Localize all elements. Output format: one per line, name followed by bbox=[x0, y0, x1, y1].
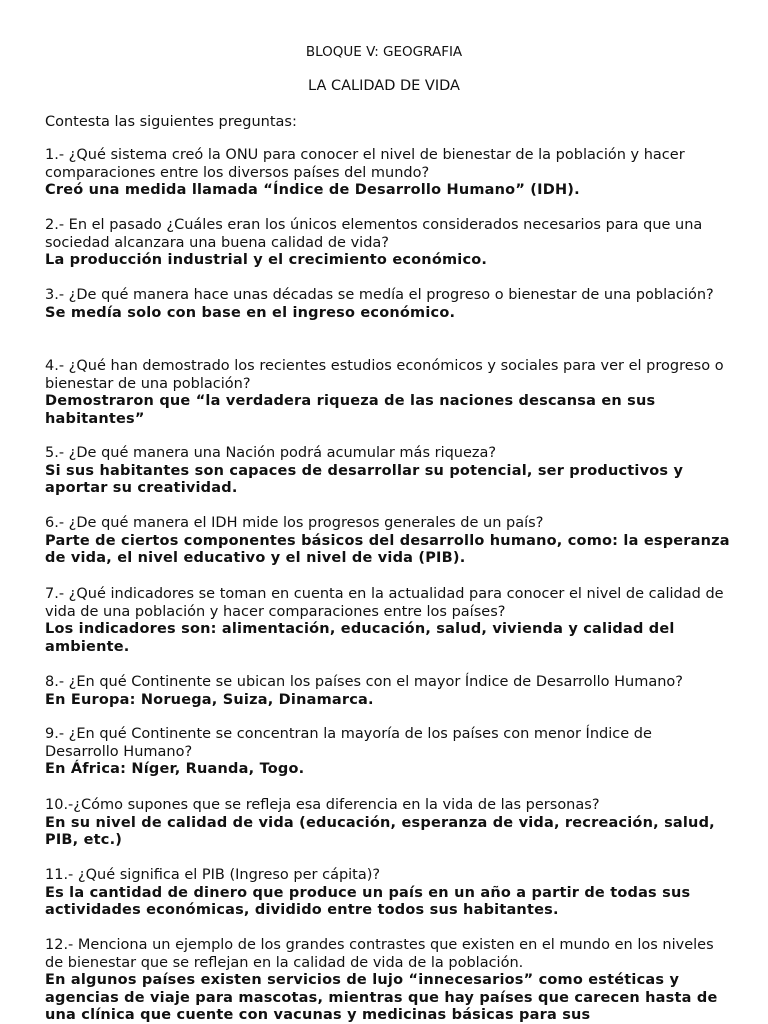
answer-4: Demostraron que “la verdadera riqueza de las naciones descansa en sus habitantes” bbox=[45, 393, 656, 427]
qa-item-3 bbox=[45, 287, 730, 322]
qa-item-5 bbox=[45, 445, 730, 498]
question-10: 10.-¿Cómo supones que se refleja esa diferencia en la vida de las personas? bbox=[45, 797, 600, 813]
question-6: 6.- ¿De qué manera el IDH mide los progresos generales de un país? bbox=[45, 515, 544, 531]
qa-item-2 bbox=[45, 217, 730, 270]
answer-12: En algunos países existen servicios de lujo “innecesarios” como estéticas y agencias de viaje para mascotas, mientras que hay países que carecen hasta de una clínica que cuente con vacunas y medicinas básicas para sus bbox=[45, 972, 718, 1024]
instructions: Contesta las siguientes preguntas: bbox=[45, 114, 297, 130]
block-title: BLOQUE V: GEOGRAFIA bbox=[305, 44, 463, 60]
question-7: 7.- ¿Qué indicadores se toman en cuenta en la actualidad para conocer el nivel de calidad de vida de una población y hacer comparaciones entre los países? bbox=[45, 586, 724, 620]
qa-item-8 bbox=[45, 674, 730, 709]
question-1: 1.- ¿Qué sistema creó la ONU para conocer el nivel de bienestar de la población y hacer comparaciones entre los diversos países del mundo? bbox=[45, 147, 685, 181]
question-8: 8.- ¿En qué Continente se ubican los países con el mayor Índice de Desarrollo Humano? bbox=[45, 674, 683, 690]
qa-item-10 bbox=[45, 797, 730, 850]
answer-6: Parte de ciertos componentes básicos del desarrollo humano, como: la esperanza de vida, el nivel educativo y el nivel de vida (PIB). bbox=[45, 532, 730, 567]
answer-2: La producción industrial y el crecimiento económico. bbox=[45, 252, 488, 269]
question-2: 2.- En el pasado ¿Cuáles eran los únicos elementos considerados necesarios para que una sociedad alcanzara una buena calidad de vida? bbox=[45, 217, 703, 251]
qa-item-9 bbox=[45, 726, 730, 779]
answer-10: En su nivel de calidad de vida (educación, esperanza de vida, recreación, salud, PIB, etc.) bbox=[45, 814, 715, 849]
answer-8: En Europa: Noruega, Suiza, Dinamarca. bbox=[45, 691, 374, 708]
qa-item-12 bbox=[45, 937, 730, 1024]
answer-5: Si sus habitantes son capaces de desarrollar su potencial, ser productivos y aportar su creatividad. bbox=[45, 462, 684, 497]
question-3: 3.- ¿De qué manera hace unas décadas se medía el progreso o bienestar de una población? bbox=[45, 287, 714, 303]
question-12: 12.- Menciona un ejemplo de los grandes contrastes que existen en el mundo en los niveles de bienestar que se reflejan en la calidad de vida de la población. bbox=[45, 937, 714, 971]
answer-1: Creó una medida llamada “Índice de Desarrollo Humano” (IDH). bbox=[45, 182, 580, 199]
question-5: 5.- ¿De qué manera una Nación podrá acumular más riqueza? bbox=[45, 445, 497, 461]
document-title: LA CALIDAD DE VIDA bbox=[308, 78, 460, 94]
answer-3: Se medía solo con base en el ingreso económico. bbox=[45, 304, 456, 321]
qa-item-11 bbox=[45, 867, 730, 920]
question-4: 4.- ¿Qué han demostrado los recientes estudios económicos y sociales para ver el progreso o bienestar de una población? bbox=[45, 358, 724, 392]
question-11: 11.- ¿Qué significa el PIB (Ingreso per cápita)? bbox=[45, 867, 381, 883]
qa-item-4 bbox=[45, 358, 730, 428]
question-9: 9.- ¿En qué Continente se concentran la mayoría de los países con menor Índice de Desarrollo Humano? bbox=[45, 726, 652, 760]
qa-item-7 bbox=[45, 586, 730, 656]
answer-9: En África: Níger, Ruanda, Togo. bbox=[45, 761, 305, 778]
qa-item-6 bbox=[45, 515, 730, 568]
answer-11: Es la cantidad de dinero que produce un país en un año a partir de todas sus actividades económicas, dividido entre todos sus habitantes. bbox=[45, 884, 691, 919]
qa-item-1 bbox=[45, 147, 730, 200]
answer-7: Los indicadores son: alimentación, educación, salud, vivienda y calidad del ambiente. bbox=[45, 621, 675, 655]
